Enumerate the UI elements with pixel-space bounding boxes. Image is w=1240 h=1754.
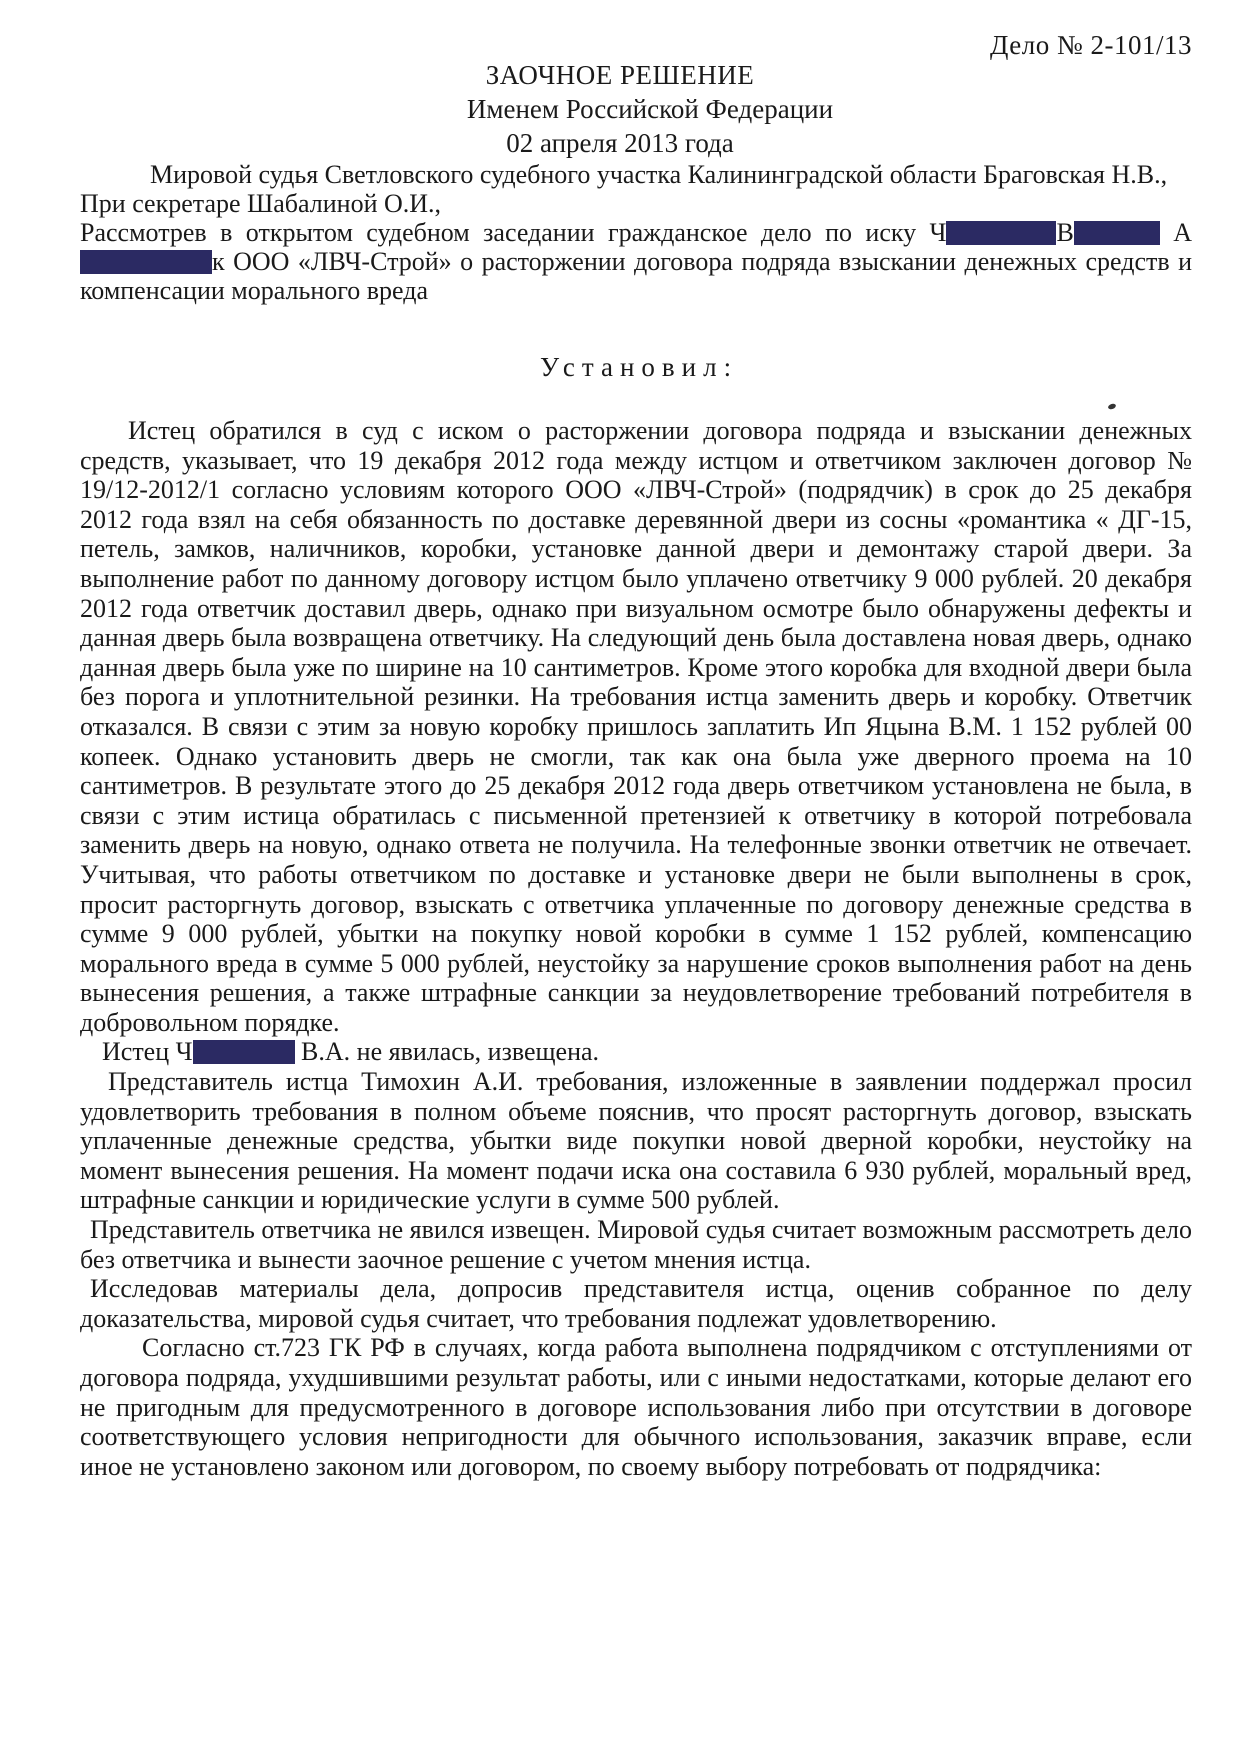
document-subtitle: Именем Российской Федерации bbox=[466, 94, 834, 124]
plaintiff-absent-part2: В.А. не явилась, извещена. bbox=[301, 1037, 600, 1067]
secretary-line: При секретаре Шабалиной О.И., bbox=[80, 189, 442, 218]
case-line bbox=[80, 218, 1192, 305]
redaction-block bbox=[1074, 221, 1160, 245]
paragraph-defendant-absent: Представитель ответчика не явился извещен. Мировой судья считает возможным рассмотреть дело без ответчика и вынести заочное решение с учетом мнения истца. bbox=[80, 1215, 1192, 1274]
redaction-block bbox=[193, 1040, 295, 1064]
case-line-part2: В bbox=[1056, 218, 1074, 247]
main-body bbox=[80, 416, 1192, 1481]
case-line-part4: к ООО «ЛВЧ-Строй» о расторжении договора подряда взыскании денежных средств и компенсации морального вреда bbox=[80, 247, 1192, 305]
judge-line: Мировой судья Светловского судебного участка Калининградской области Браговская Н.В., bbox=[150, 160, 1168, 189]
plaintiff-absent-part1: Истец Ч bbox=[102, 1037, 193, 1067]
redaction-block bbox=[946, 221, 1056, 245]
paragraph-plaintiff-absent bbox=[80, 1037, 1192, 1067]
redaction-block bbox=[80, 250, 212, 274]
paragraph-representative: Представитель истца Тимохин А.И. требования, изложенные в заявлении поддержал просил удовлетворить требования в полном объеме пояснив, что просят расторгнуть договор, взыскать уплаченные денежные средства, убытки виде покупки новой дверной коробки, неустойку на момент вынесения решения. На момент подачи иска она составила 6 930 рублей, моральный вред, штрафные санкции и юридические услуги в сумме 500 рублей. bbox=[80, 1067, 1192, 1215]
case-number: Дело № 2-101/13 bbox=[990, 30, 1192, 60]
document-title: ЗАОЧНОЕ РЕШЕНИЕ bbox=[485, 60, 755, 90]
case-line-part1: Рассмотрев в открытом судебном заседании гражданское дело по иску Ч bbox=[80, 218, 947, 247]
paragraph-law-reference: Согласно ст.723 ГК РФ в случаях, когда работа выполнена подрядчиком с отступлениями от договора подряда, ухудшившими результат работы, или с иными недостатками, которые делают его не пригодным для предусмотренного в договоре использования либо при отсутствии в договоре соответствующего условия непригодности для обычного использования, заказчик вправе, если иное не установлено законом или договором, по своему выбору потребовать от подрядчика: bbox=[80, 1333, 1192, 1481]
paragraph-claim: Истец обратился в суд с иском о расторжении договора подряда и взыскании денежных средств, указывает, что 19 декабря 2012 года между истцом и ответчиком заключен договор № 19/12-2012/1 согласно условиям которого ООО «ЛВЧ-Строй» (подрядчик) в срок до 25 декабря 2012 года взял на себя обязанность по доставке деревянной двери из сосны «романтика « ДГ-15, петель, замков, наличников, коробки, установке данной двери и демонтажу старой двери. За выполнение работ по данному договору истцом было уплачено ответчику 9 000 рублей. 20 декабря 2012 года ответчик доставил дверь, однако при визуальном осмотре было обнаружены дефекты и данная дверь была возвращена ответчику. На следующий день была доставлена новая дверь, однако данная дверь была уже по ширине на 10 сантиметров. Кроме этого коробка для входной двери была без порога и уплотнительной резинки. На требования истца заменить дверь и коробку. Ответчик отказался. В связи с этим за новую коробку пришлось заплатить Ип Яцына В.М. 1 152 рублей 00 копеек. Однако установить дверь не смогли, так как она была уже дверного проема на 10 сантиметров. В результате этого до 25 декабря 2012 года дверь ответчиком установлена не была, в связи с этим истица обратилась с письменной претензией к ответчику в которой потребовала заменить дверь на новую, однако ответа не получила. На телефонные звонки ответчик не отвечает. Учитывая, что работы ответчиком по доставке и установке двери не были выполнены в срок, просит расторгнуть договор, взыскать с ответчика уплаченные по договору денежные средства в сумме 9 000 рублей, убытки на покупку новой коробки в сумме 1 152 рублей, компенсацию морального вреда в сумме 5 000 рублей, неустойку за нарушение сроков выполнения работ на день вынесения решения, а также штрафные санкции за неудовлетворение требований потребителя в добровольном порядке. bbox=[80, 416, 1192, 1037]
established-heading: Установил: bbox=[540, 352, 739, 382]
case-line-part3: А bbox=[1173, 218, 1192, 247]
document-date: 02 апреля 2013 года bbox=[506, 128, 734, 158]
ink-speck bbox=[1107, 403, 1116, 410]
intro-block bbox=[80, 160, 1192, 305]
paragraph-findings: Исследовав материалы дела, допросив представителя истца, оценив собранное по делу доказательства, мировой судья считает, что требования подлежат удовлетворению. bbox=[80, 1274, 1192, 1333]
